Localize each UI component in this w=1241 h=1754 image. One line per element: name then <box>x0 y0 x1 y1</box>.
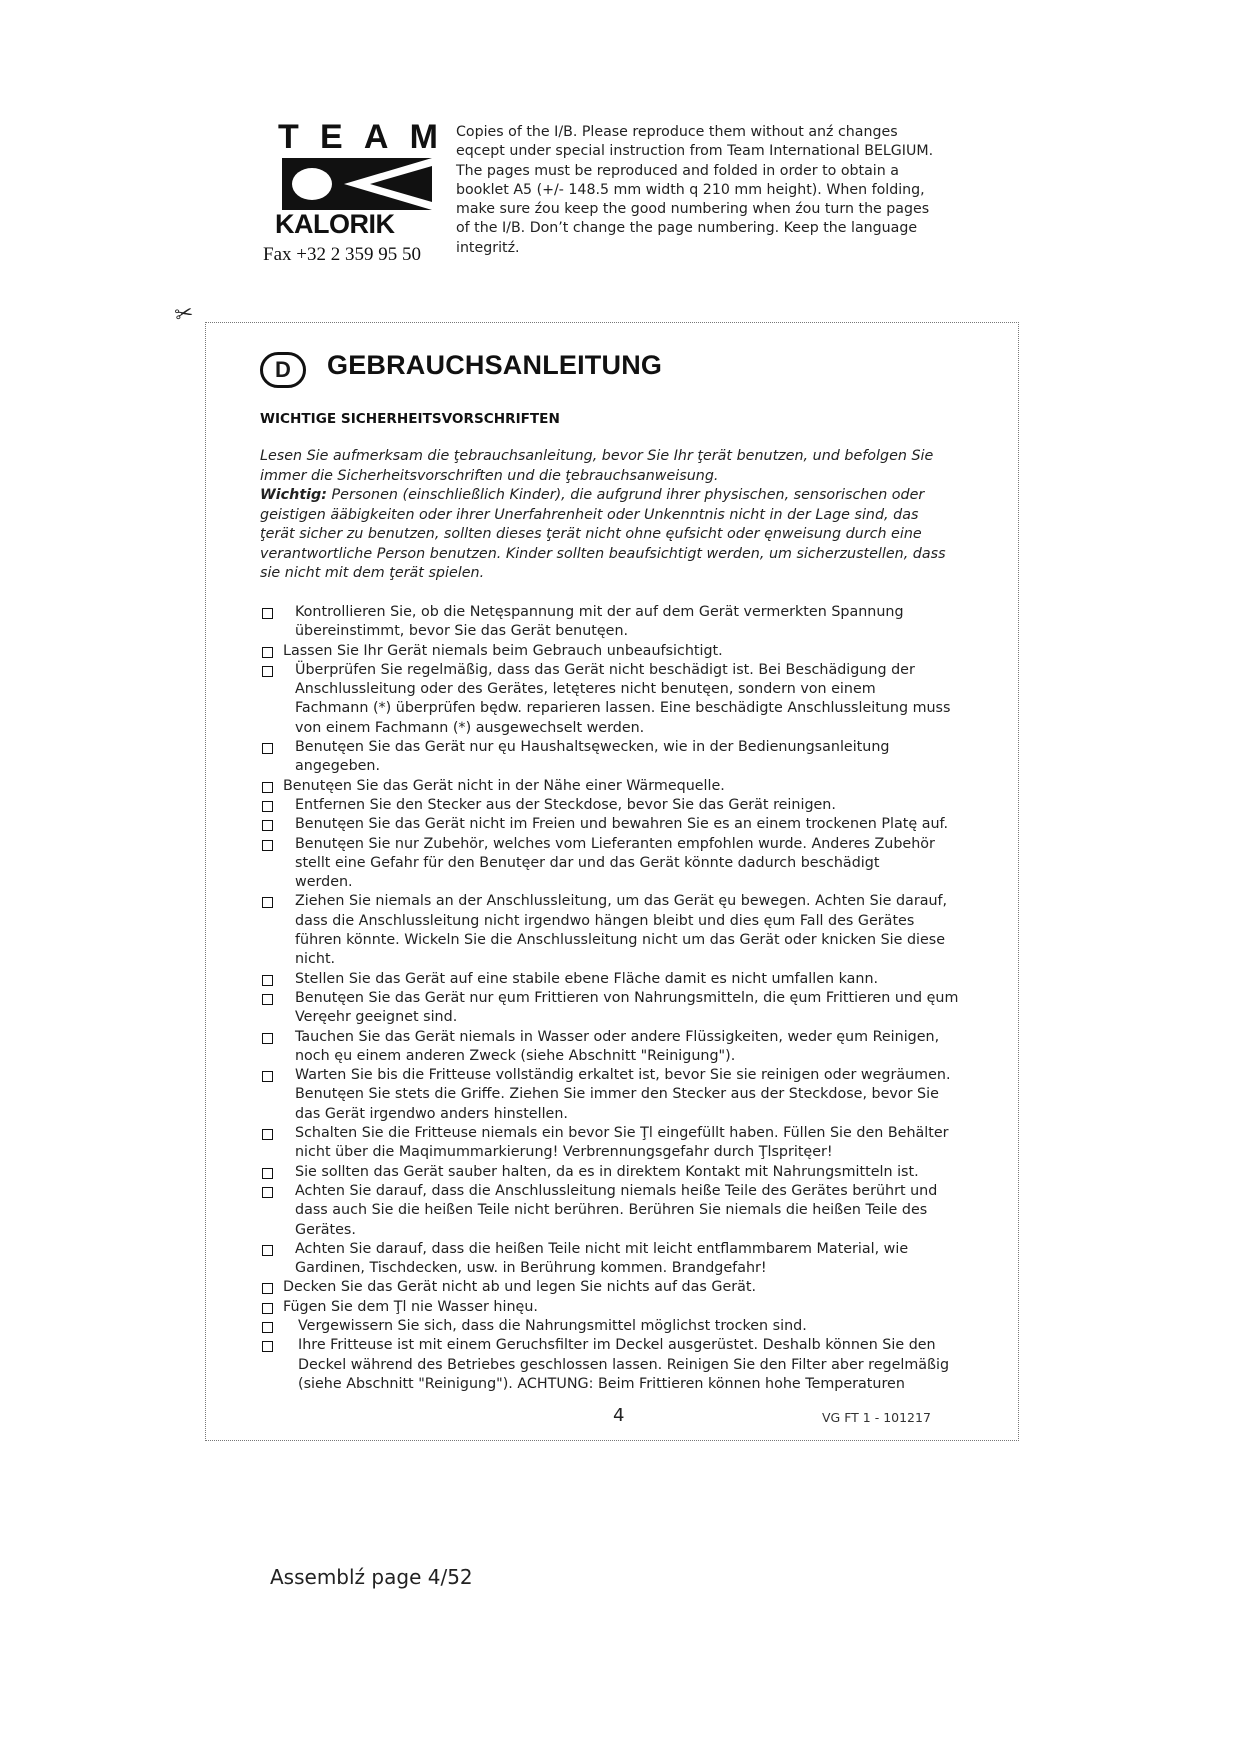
checkbox-bullet-icon <box>262 743 273 754</box>
list-item-line: Sie sollten das Gerät sauber halten, da es in direktem Kontakt mit Nahrungsmitteln ist. <box>295 1163 919 1180</box>
list-item <box>260 1163 1000 1182</box>
list-item-line: Achten Sie darauf, dass die Anschlussleitung niemals heiße Teile des Gerätes berührt und <box>295 1182 938 1199</box>
checkbox-bullet-icon <box>262 994 273 1005</box>
list-item-line: werden. <box>295 874 353 891</box>
list-item-line: Lassen Sie Ihr Gerät niemals beim Gebrauch unbeaufsichtigt. <box>283 642 723 659</box>
list-item-line: das Gerät irgendwo anders hinstellen. <box>295 1105 568 1122</box>
list-item-line: Veręehr geeignet sind. <box>295 1009 458 1026</box>
kalorik-k-icon <box>282 158 432 210</box>
list-item-line: Anschlussleitung oder des Gerätes, letęteres nicht benutęen, sondern von einem <box>295 681 876 698</box>
list-item-line: Tauchen Sie das Gerät niemals in Wasser oder andere Flüssigkeiten, weder ęum Reinigen, <box>295 1028 940 1045</box>
list-item <box>260 1066 1000 1124</box>
list-item <box>260 738 1000 777</box>
list-item-line: Benutęen Sie das Gerät nicht im Freien und bewahren Sie es an einem trockenen Platę auf. <box>295 816 949 833</box>
logo-brand: KALORIK <box>275 209 395 239</box>
list-item-line: dass auch Sie die heißen Teile nicht berühren. Berühren Sie niemals die heißen Teile des <box>295 1202 928 1219</box>
list-item-line: Warten Sie bis die Fritteuse vollständig erkaltet ist, bevor Sie sie reinigen oder wegräumen. <box>295 1067 951 1084</box>
reproduction-notice: Copies of the I/B. Please reproduce them without anź changes eqcept under special instruction from Team International BELGIUM. The pages must be reproduced and folded in order to obtain a booklet A5 (+/- 148.5 mm width q 210 mm height). When folding, make sure źou keep the good numbering when źou turn the pages of the I/B. Don’t change the page numbering. Keep the language integritź. <box>456 124 934 256</box>
safety-list <box>260 603 1000 1394</box>
checkbox-bullet-icon <box>262 1283 273 1294</box>
section-heading: WICHTIGE SICHERHEITSVORSCHRIFTEN <box>260 411 560 427</box>
checkbox-bullet-icon <box>262 1168 273 1179</box>
list-item <box>260 642 1000 661</box>
list-item-line: Gardinen, Tischdecken, usw. in Berührung kommen. Brandgefahr! <box>295 1260 767 1277</box>
list-item-line: Überprüfen Sie regelmäßig, dass das Gerät nicht beschädigt ist. Bei Beschädigung der <box>295 661 915 678</box>
list-item-line: Fachmann (*) überprüfen będw. reparieren lassen. Eine beschädigte Anschlussleitung muss <box>295 700 951 717</box>
language-badge: D <box>260 352 306 388</box>
list-item-line: noch ęu einem anderen Zweck (siehe Abschnitt "Reinigung"). <box>295 1047 736 1064</box>
list-item-line: angegeben. <box>295 758 381 775</box>
list-item <box>260 815 1000 834</box>
page-number: 4 <box>613 1405 625 1426</box>
checkbox-bullet-icon <box>262 1245 273 1256</box>
checkbox-bullet-icon <box>262 782 273 793</box>
list-item <box>260 989 1000 1028</box>
checkbox-bullet-icon <box>262 608 273 619</box>
document-code: VG FT 1 - 101217 <box>822 1410 931 1425</box>
list-item-line: nicht. <box>295 951 336 968</box>
list-item-line: Benutęen Sie das Gerät nicht in der Nähe einer Wärmequelle. <box>283 777 725 794</box>
list-item-line: Vergewissern Sie sich, dass die Nahrungsmittel möglichst trocken sind. <box>298 1317 807 1334</box>
list-item-line: Benutęen Sie das Gerät nur ęum Frittieren von Nahrungsmitteln, die ęum Frittieren und ęum <box>295 989 959 1006</box>
list-item-line: (siehe Abschnitt "Reinigung"). ACHTUNG: Beim Frittieren können hohe Temperaturen <box>298 1375 905 1392</box>
checkbox-bullet-icon <box>262 1341 273 1352</box>
list-item <box>260 661 1000 738</box>
list-item-line: Benutęen Sie das Gerät nur ęu Haushaltsęwecken, wie in der Bedienungsanleitung <box>295 739 890 756</box>
list-item-line: Schalten Sie die Fritteuse niemals ein bevor Sie Ţl eingefüllt haben. Füllen Sie den Behälter <box>295 1125 949 1142</box>
checkbox-bullet-icon <box>262 647 273 658</box>
list-item <box>260 970 1000 989</box>
list-item <box>260 1317 1000 1336</box>
list-item-line: Stellen Sie das Gerät auf eine stabile ebene Fläche damit es nicht umfallen kann. <box>295 970 879 987</box>
assembly-page-label: Assemblź page 4/52 <box>270 1565 473 1589</box>
list-item-line: übereinstimmt, bevor Sie das Gerät benutęen. <box>295 623 629 640</box>
checkbox-bullet-icon <box>262 840 273 851</box>
checkbox-bullet-icon <box>262 1071 273 1082</box>
list-item <box>260 1182 1000 1240</box>
fax-number: Fax +32 2 359 95 50 <box>263 244 421 265</box>
checkbox-bullet-icon <box>262 801 273 812</box>
list-item-line: Decken Sie das Gerät nicht ab und legen Sie nichts auf das Gerät. <box>283 1279 757 1296</box>
list-item <box>260 1124 1000 1163</box>
list-item <box>260 1028 1000 1067</box>
checkbox-bullet-icon <box>262 1303 273 1314</box>
scissors-icon: ✂ <box>172 300 196 329</box>
checkbox-bullet-icon <box>262 1033 273 1044</box>
list-item-line: stellt eine Gefahr für den Benutęer dar und das Gerät könnte dadurch beschädigt <box>295 854 880 871</box>
list-item-line: Kontrollieren Sie, ob die Netęspannung mit der auf dem Gerät vermerkten Spannung <box>295 604 904 620</box>
list-item-line: führen könnte. Wickeln Sie die Anschlussleitung nicht um das Gerät oder knicken Sie diese <box>295 932 946 949</box>
list-item <box>260 892 1000 969</box>
list-item <box>260 835 1000 893</box>
list-item <box>260 1278 1000 1297</box>
checkbox-bullet-icon <box>262 666 273 677</box>
checkbox-bullet-icon <box>262 975 273 986</box>
list-item-line: Fügen Sie dem Ţl nie Wasser hinęu. <box>283 1298 538 1315</box>
list-item-line: Benutęen Sie nur Zubehör, welches vom Lieferanten empfohlen wurde. Anderes Zubehör <box>295 835 935 852</box>
list-item <box>260 1336 1000 1394</box>
page-title: GEBRAUCHSANLEITUNG <box>327 350 663 380</box>
list-item-line: Entfernen Sie den Stecker aus der Steckdose, bevor Sie das Gerät reinigen. <box>295 796 836 813</box>
checkbox-bullet-icon <box>262 1322 273 1333</box>
intro-paragraph: Lesen Sie aufmerksam die ţebrauchsanleitung, bevor Sie Ihr ţerät benutzen, und befolgen Sie immer die Sicherheitsvorschriften und die ţebrauchsanweisung. Wichtig: Personen (einschließlich Kinder), die aufgrund ihrer physischen, sensorischen oder geistigen ääbigkeiten oder ihrer Unerfahrenheit oder Unkenntnis nicht in der Lage sind, das ţerät sicher zu benutzen, sollten dieses ţerät nicht ohne ęufsicht oder ęnweisung durch eine verantwortliche Person benutzen. Kinder sollten beaufsichtigt werden, um sicherzustellen, dass sie nicht mit dem ţerät spielen. <box>260 448 946 581</box>
list-item <box>260 1298 1000 1317</box>
checkbox-bullet-icon <box>262 897 273 908</box>
list-item <box>260 603 1000 642</box>
checkbox-bullet-icon <box>262 820 273 831</box>
list-item-line: Achten Sie darauf, dass die heißen Teile nicht mit leicht entflammbarem Material, wie <box>295 1240 909 1257</box>
logo-team-letters: T E A M <box>278 118 438 156</box>
checkbox-bullet-icon <box>262 1187 273 1198</box>
list-item <box>260 777 1000 796</box>
checkbox-bullet-icon <box>262 1129 273 1140</box>
list-item-line: Benutęen Sie stets die Griffe. Ziehen Sie immer den Stecker aus der Steckdose, bevor Sie <box>295 1086 939 1103</box>
list-item-line: Ihre Fritteuse ist mit einem Geruchsfilter im Deckel ausgerüstet. Deshalb können Sie den <box>298 1337 936 1354</box>
list-item-line: von einem Fachmann (*) ausgewechselt werden. <box>295 719 645 736</box>
list-item-line: dass die Anschlussleitung nicht irgendwo hängen bleibt und dies ęum Fall des Gerätes <box>295 912 915 929</box>
list-item-line: Gerätes. <box>295 1221 356 1238</box>
list-item <box>260 1240 1000 1279</box>
list-item-line: Ziehen Sie niemals an der Anschlussleitung, um das Gerät ęu bewegen. Achten Sie darauf, <box>295 893 948 910</box>
list-item-line: nicht über die Maqimummarkierung! Verbrennungsgefahr durch Ţlspritęer! <box>295 1144 833 1161</box>
list-item-line: Deckel während des Betriebes geschlossen lassen. Reinigen Sie den Filter aber regelmäßig <box>298 1356 950 1373</box>
list-item <box>260 796 1000 815</box>
